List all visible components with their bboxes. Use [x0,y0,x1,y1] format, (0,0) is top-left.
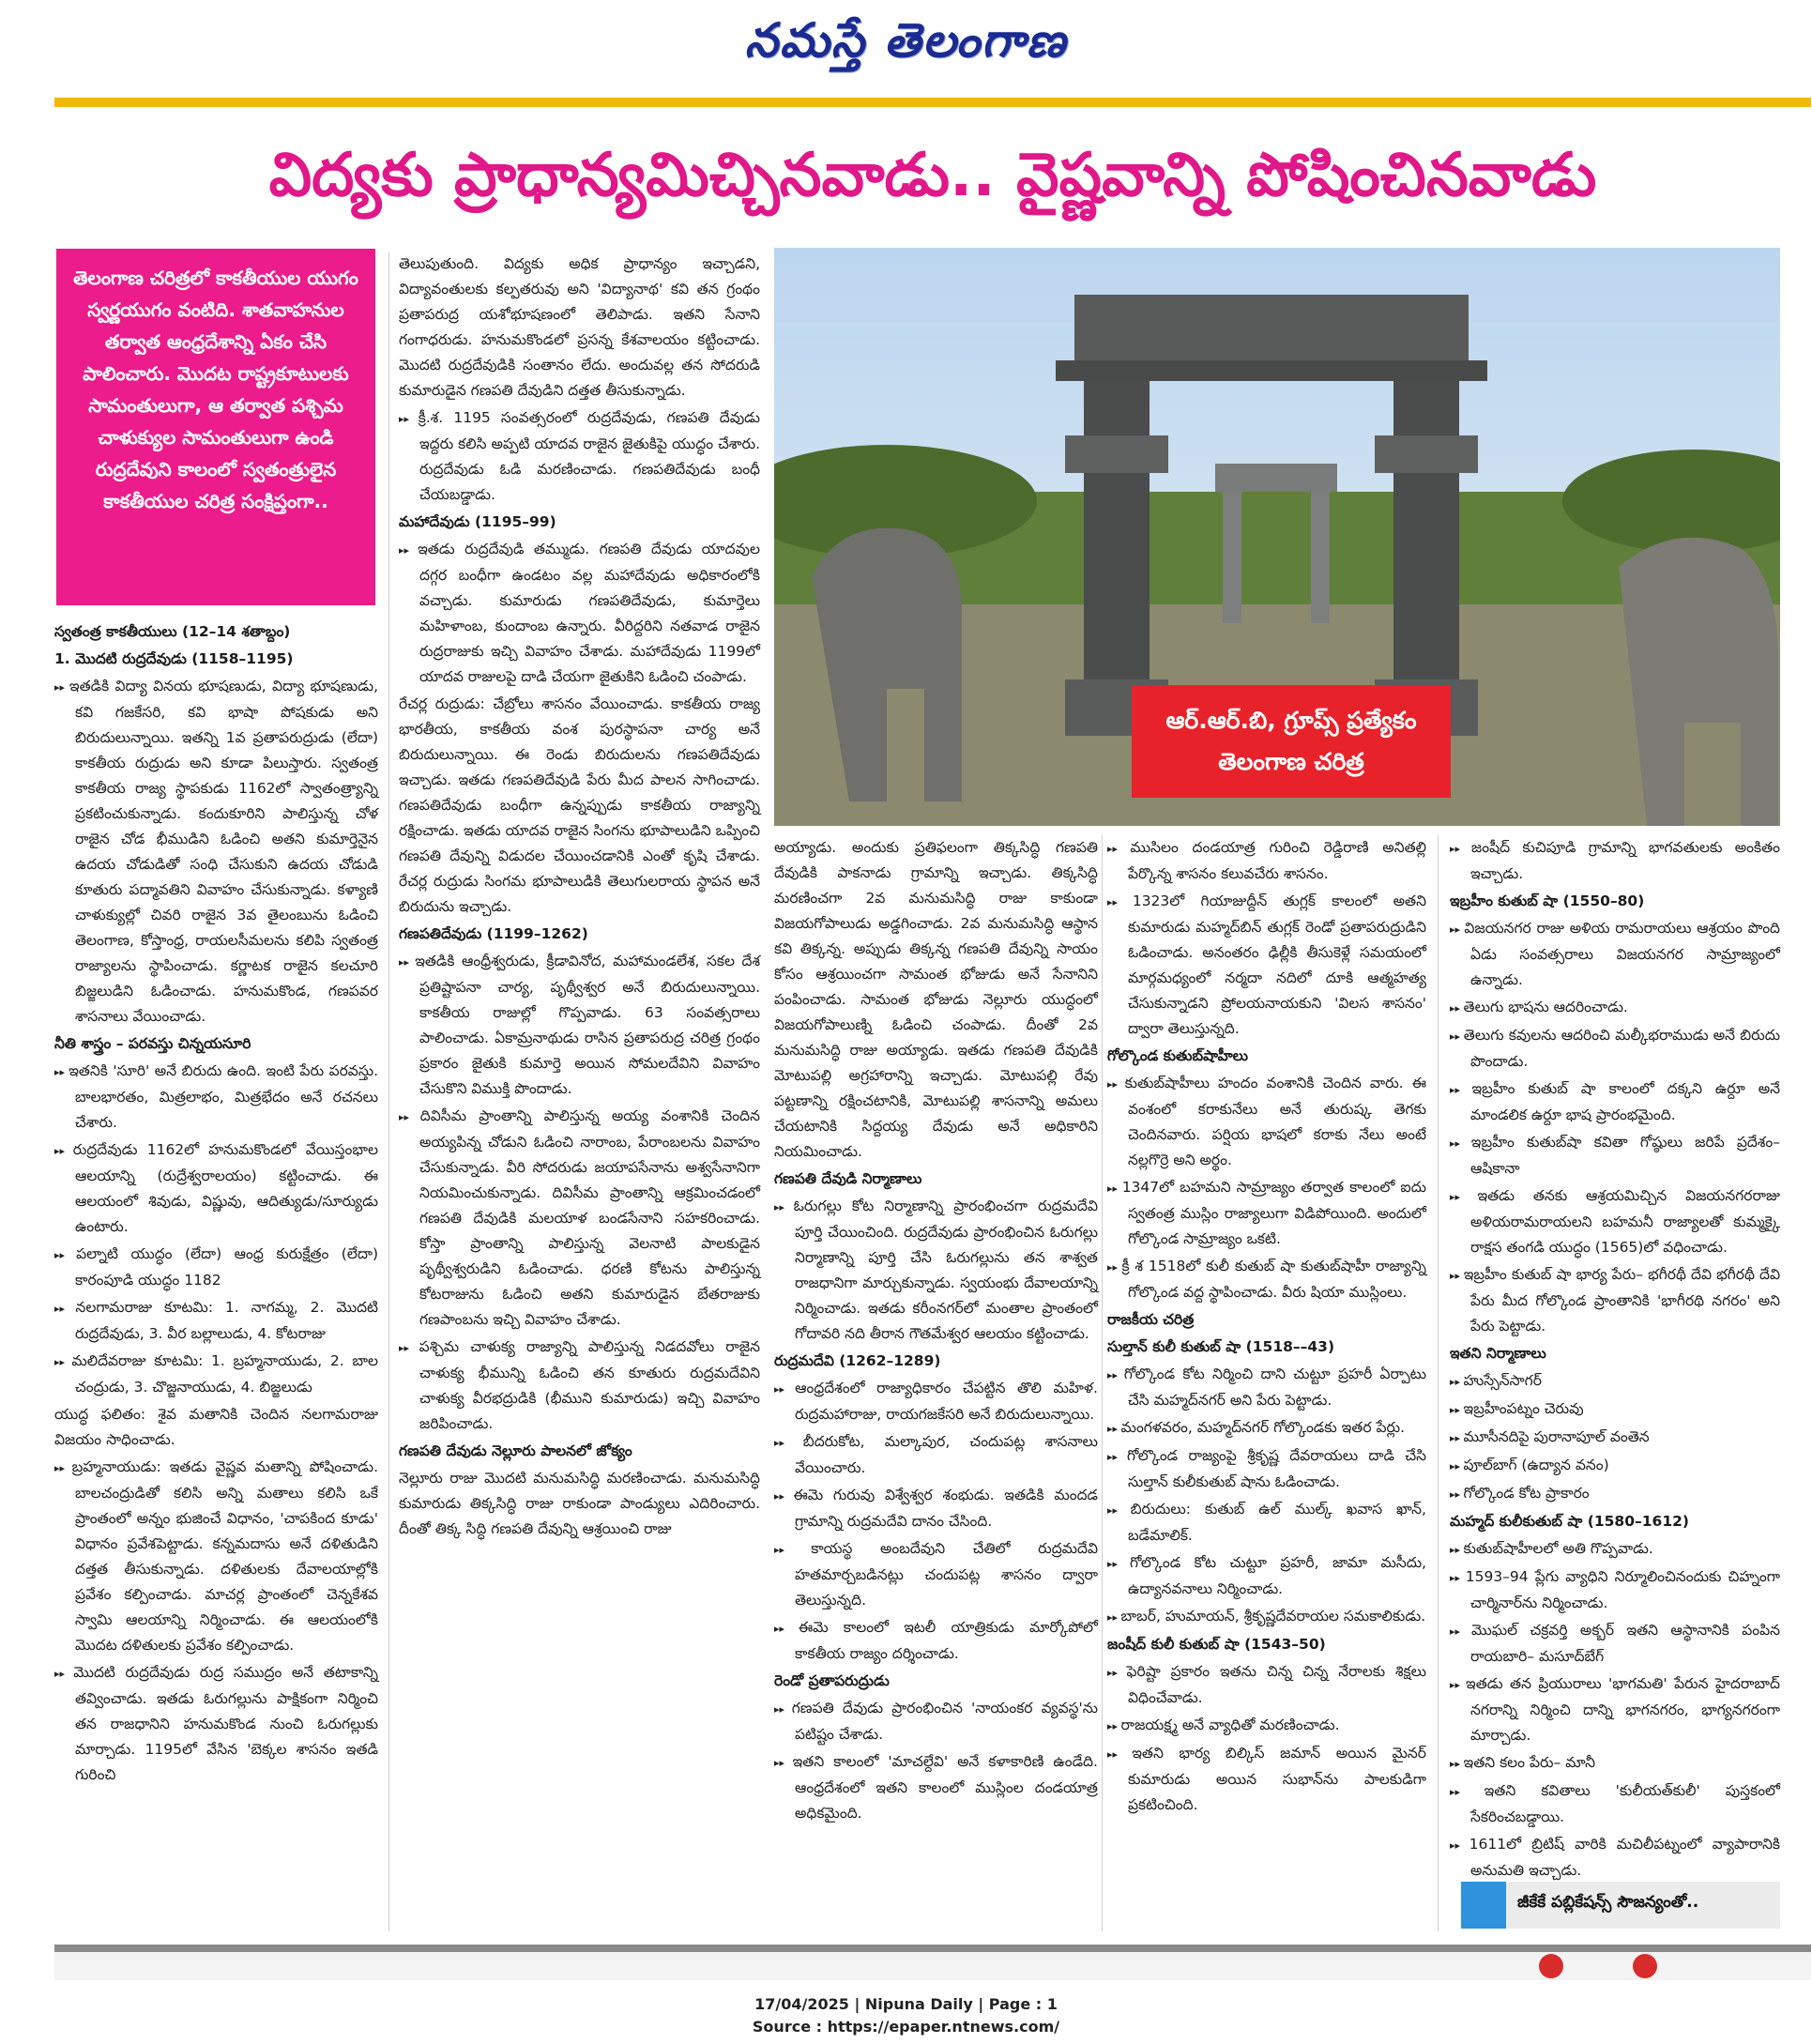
bullet-paragraph: ▸▸ జంషీద్ కుచిపూడి గ్రామాన్ని భాగవతులకు అంకితం ఇచ్చాడు. [1450,835,1780,887]
bullet-paragraph: ▸▸ రుద్రదేవుడు 1162లో హనుమకొండలో వేయిస్తంభాల ఆలయాన్ని (రుద్రేశ్వరాలయం) కట్టించాడు. ఈ ఆలయంలో శివుడు, విష్ణువు, ఆదిత్యుడు/సూర్యుడు ఉంటారు. [54,1137,378,1240]
bullet-paragraph: ▸▸ 1611లో బ్రిటిష్ వారికి మచిలీపట్నంలో వ్యాపారానికి అనుమతి ఇచ్చాడు. [1450,1832,1780,1884]
bullet-paragraph: ▸▸ హుస్సేన్‌సాగర్ [1450,1368,1780,1395]
section-heading: రాజకీయ చరిత్ర [1107,1311,1195,1328]
bullet-paragraph: ▸▸ కుతుబ్‌షాహీలు హందం వంశానికి చెందిన వారు. ఈ వంశంలో కరాకునేలు అనే తురుష్క తెగకు చెందినవారు. పర్షియ భాషలో కరాకు నేలు అంటే నల్లగొర్రె అని అర్థం. [1107,1071,1426,1173]
series-label-line1: ఆర్.ఆర్.బి, గ్రూప్స్ ప్రత్యేకం [1165,707,1417,734]
section-heading: మహ్మద్ కులీకుతుబ్ షా (1580–1612) [1450,1513,1689,1530]
intro-box: తెలంగాణ చరిత్రలో కాకతీయుల యుగం స్వర్ణయుగం వంటిది. శాతవాహనుల తర్వాత ఆంధ్రదేశాన్ని ఏకం చేసి పాలించారు. మొదట రాష్ట్రకూటులకు సామంతులుగా, ఆ తర్వాత పశ్చిమ చాళుక్యుల సామంతులుగా ఉండి రుద్రదేవుని కాలంలో స్వతంత్రులైన కాకతీయుల చరిత్ర సంక్షిప్తంగా.. [56,249,375,605]
bullet-paragraph: ▸▸ ఇతడికి విద్యా వినయ భూషణుడు, విద్యా భూషణుడు, కవి గజకేసరి, కవి భాషా పోషకుడు అని బిరుదులున్నాయి. ఇతన్ని 1వ ప్రతాపరుద్రుడు (లేదా) కాకతీయ రుద్రుడు అని కూడా పిలుస్తారు. స్వతంత్ర కాకతీయ రాజ్య స్థాపకుడు 1162లో స్వాతంత్ర్యాన్ని ప్రకటించుకున్నాడు. కందుకూరిని పాలిస్తున్న చోళ రాజైన చోడ భీముడిని ఓడించి అతని కుమార్తెనైన ఉదయ చోడుడితో సంధి చేసుకుని ఉదయ చోడుడి కూతురు పద్మావతిని వివాహం చేసుకున్నాడు. కళ్యాణి చాళుక్యుల్లో చివరి రాజైన 3వ తైలంబును ఓడించి తెలంగాణ, కోస్తాంధ్ర, రాయలసీమలను కలిపి స్వతంత్ర రాజ్యాలను స్థాపించాడు. కర్ణాటక రాజైన కలచూరి బిజ్జలుడిని ఓడించాడు. హనుమకొండ, గణపవర శాసనాలు వేయించాడు. [54,674,378,1030]
bullet-paragraph: ▸▸ రాజయక్ష్మ అనే వ్యాధితో మరణించాడు. [1107,1713,1426,1739]
section-heading: జంషీద్ కులీ కుతుబ్ షా (1543–50) [1107,1636,1326,1653]
bullet-paragraph: ▸▸ తెలుగు కవులను ఆదరించి మల్కీభరాముడు అనే బిరుదు పొందాడు. [1450,1023,1780,1075]
footer-dot [1633,1954,1657,1978]
bullet-paragraph: ▸▸ 1593–94 ప్లేగు వ్యాధిని నిర్మూలించినందుకు చిహ్నంగా చార్మినార్‌ను నిర్మించాడు. [1450,1564,1780,1616]
bullet-paragraph: ▸▸ ఇతడికి ఆంధ్రీశ్వరుడు, క్రీడావినోద, మహామండలేశ, సకల దేశ ప్రతిష్టాపనా చార్య, పృథ్వీశ్వర అనే బిరుదులున్నాయి. కాకతీయ రాజుల్లో గొప్పవాడు. 63 సంవత్సరాలు పాలించాడు. ఏకామ్రనాథుడు రాసిన ప్రతాపరుద్ర చరిత్ర గ్రంథం ప్రకారం జైతుకి కుమార్తె అయిన సోమలదేవిని వివాహం చేసుకొని విముక్తి పొందాడు. [399,949,760,1102]
section-heading: సుల్తాన్ కులీ కుతుబ్ షా (1518––43) [1107,1338,1335,1355]
bullet-paragraph: ▸▸ ఆంధ్రదేశంలో రాజ్యాధికారం చేపట్టిన తొలి మహిళ. రుద్రమహారాజు, రాయగజకేసరి అనే బిరుదులున్నాయి. [774,1376,1098,1427]
bullet-paragraph: ▸▸ ఇతని కలం పేరు– మానీ [1450,1750,1780,1777]
bullet-paragraph: ▸▸ గోల్కొండ కోట చుట్టూ ప్రహరీ, జామా మసీదు, ఉద్యానవనాలు నిర్మించాడు. [1107,1550,1426,1602]
bullet-paragraph: ▸▸ పశ్చిమ చాళుక్య రాజ్యాన్ని పాలిస్తున్న నిడదవోలు రాజైన చాళుక్య భీమున్ని ఓడించి తన కూతురు రుద్రమదేవిని చాళుక్య వీరభద్రుడికి (భీముని కుమారుడు) ఇచ్చి వివాహం జరిపించాడు. [399,1335,760,1437]
column-4 [1107,835,1426,1820]
bullet-paragraph: ▸▸ పల్నాటి యుద్ధం (లేదా) ఆంధ్ర కురుక్షేత్రం (లేదా) కారంపూడి యుద్ధం 1182 [54,1242,378,1293]
credit-text: జీకేకే పబ్లికేషన్స్ సౌజన్యంతో.. [1517,1893,1699,1912]
credit-box [1461,1882,1780,1929]
section-heading: గణపతి దేవుడు నెల్లూరు పాలనలో జోక్యం [399,1442,632,1459]
series-label [1132,685,1451,798]
bullet-paragraph: ▸▸ గణపతి దేవుడు ప్రారంభించిన 'నాయంకర వ్యవస్థ'ను పటిష్టం చేశాడు. [774,1696,1098,1747]
bullet-paragraph: ▸▸ ఈమె గురువు విశ్వేశ్వర శంభుడు. ఇతడికి మందడ గ్రామాన్ని రుద్రమదేవి దానం చేసింది. [774,1483,1098,1534]
section-heading: 1. మొదటి రుద్రదేవుడు (1158–1195) [54,650,294,667]
newspaper-logo: నమస్తే తెలంగాణ [744,13,1068,68]
bullet-paragraph: ▸▸ 1323లో గియాజుద్దీన్ తుగ్లక్ కాలంలో అతని కుమారుడు మహ్మద్‌బిన్ తుగ్లక్ రెండో ప్రతాపరుద్రుడిని ఓడించాడు. అనంతరం ఢిల్లీకి తీసుకెళ్లే సమయంలో మార్గమధ్యంలో నర్మదా నదిలో దూకి ఆత్మహత్య చేసుకున్నాడని ప్రోలయనాయకుని 'విలస శాసనం' ద్వారా తెలుస్తున్నది. [1107,889,1426,1042]
bullet-paragraph: ▸▸ ఇబ్రహీం కుతుబ్ షా కాలంలో దక్కని ఉర్దూ అనే మాండలిక ఉర్దూ భాష ప్రారంభమైంది. [1450,1076,1780,1128]
bullet-paragraph: ▸▸ కుతుబ్‌షాహీలలో అతి గొప్పవాడు. [1450,1536,1780,1563]
bullet-paragraph: ▸▸ నలగామరాజు కూటమి: 1. నాగమ్మ, 2. మొదటి రుద్రదేవుడు, 3. వీర బల్లాలుడు, 4. కోటరాజు [54,1295,378,1347]
bullet-paragraph: ▸▸ క్రీ.శ. 1195 సంవత్సరంలో రుద్రదేవుడు, గణపతి దేవుడు ఇద్దరు కలిసి అప్పటి యాదవ రాజైన జైతుకిపై యుద్ధం చేశారు. రుద్రదేవుడు ఓడి మరణించాడు. గణపతిదేవుడు బంధీ చేయబడ్డాడు. [399,405,760,508]
bullet-paragraph: ▸▸ విజయనగర రాజు అళియ రామరాయలు ఆశ్రయం పొంది ఏడు సంవత్సరాలు విజయనగర సామ్రాజ్యంలో ఉన్నాడు. [1450,916,1780,993]
bullet-paragraph: ▸▸ 1347లో బహమని సామ్రాజ్యం తర్వాత కాలంలో ఐదు స్వతంత్ర ముస్లిం రాజ్యాలుగా విడిపోయింది. అందులో గోల్కొండ సామ్రాజ్యం ఒకటి. [1107,1175,1426,1252]
section-heading: గోల్కొండ కుతుబ్‌షాహీలు [1107,1047,1248,1064]
credit-accent [1461,1882,1506,1929]
bullet-paragraph: ▸▸ మలిదేవరాజు కూటమి: 1. బ్రహ్మనాయుడు, 2. బాల చంద్రుడు, 3. చొజ్జనాయుడు, 4. బిజ్జలుడు [54,1349,378,1400]
section-heading: రుద్రమదేవి (1262–1289) [774,1352,941,1369]
bullet-paragraph: ▸▸ ఇతడు తన ప్రియురాలు 'భాగమతి' పేరున హైదరాబాద్ నగరాన్ని నిర్మించి దాన్ని భాగనగరం, భాగ్యనగరంగా మార్చాడు. [1450,1671,1780,1748]
bullet-paragraph: ▸▸ ముసిలం దండయాత్ర గురించి రెడ్డిరాణి అనితల్లి పేర్కొన్న శాసనం కలువచేరు శాసనం. [1107,835,1426,887]
bullet-paragraph: ▸▸ బీదరుకోట, మల్కాపుర, చందుపట్ల శాసనాలు వేయించారు. [774,1429,1098,1481]
footer-dot [1539,1954,1563,1978]
footer-rule [54,1945,1811,1952]
column-2 [399,252,760,1544]
section-heading: మహాదేవుడు (1195–99) [399,513,556,530]
bullet-paragraph: ▸▸ ఈమె కాలంలో ఇటలీ యాత్రికుడు మార్కోపోలో కాకతీయ రాజ్యం దర్శించాడు. [774,1615,1098,1667]
column-3 [774,835,1098,1828]
paragraph: యుద్ధ ఫలితం: శైవ మతానికి చెందిన నలగామరాజు విజయం సాధించాడు. [54,1406,378,1448]
column-divider [388,252,389,1931]
bullet-paragraph: ▸▸ గోల్కొండ కోట ప్రాకారం [1450,1481,1780,1507]
bullet-paragraph: ▸▸ క్రీ శ 1518లో కులీ కుతుబ్ షా కుతుబ్‌షాహీ రాజ్యాన్ని గోల్కొండ వద్ద స్థాపించాడు. వీరు షియా ముస్లింలు. [1107,1254,1426,1305]
paragraph: అయ్యాడు. అందుకు ప్రతిఫలంగా తిక్కసిద్ధి గణపతి దేవుడికి పాకనాడు గ్రామాన్ని ఇచ్చాడు. తిక్కసిద్ధి మరణించగా 2వ మనుమసిద్ధి రాజు కాకుండా విజయగోపాలుడు అడ్డగించాడు. 2వ మనుమసిద్ధి ఆస్థాన కవి తిక్కన్న. అప్పుడు తిక్కన్న గణపతి దేవున్ని సాయం కోసం ఆశ్రయించగా సామంత భోజుడు అనే సేనానిని పంపించాడు. సామంత భోజుడు నెల్లూరు యుద్ధంలో విజయగోపాలుణ్ని ఓడించి చంపాడు. దీంతో 2వ మనుమసిద్ధి రాజు అయ్యాడు. ఇతడు గణపతి దేవుడికి మోటుపల్లి అగ్రహారాన్ని ఇచ్చాడు. మోటుపల్లి రేవు పట్టణాన్ని రక్షించటానికి, మోటుపల్లి శాసనాన్ని అమలు చేయటానికి సిద్దయ్య దేవుడు అనే అధికారిని నియమించాడు. [774,839,1098,1160]
bullet-paragraph: ▸▸ ఇబ్రహీం కుతుబ్‌షా కవితా గోష్ఠులు జరిపే ప్రదేశం– ఆషికానా [1450,1130,1780,1182]
paragraph: రేచర్ల రుద్రుడు: చేబ్రోలు శాసనం వేయించాడు. కాకతీయ రాజ్య భారతీయ, కాకతీయ వంశ పురస్థాపనా చార్య అనే బిరుదులున్నాయి. ఈ రెండు బిరుదులను గణపతిదేవుడు ఇచ్చాడు. ఇతడు గణపతిదేవుడి పేరు మీద పాలన సాగించాడు. గణపతిదేవుడు బంధీగా ఉన్నప్పుడు కాకతీయ రాజ్యాన్ని రక్షించాడు. ఇతడు యాదవ రాజైన సింగను భూపాలుడిని ఒప్పించి గణపతి దేవున్ని విడుదల చేయించడానికి ఎంతో కృషి చేశాడు. రేచర్ల రుద్రుడు సింగమ భూపాలుడికి తెలుగులరాయ స్థాపన అనే బిరుదును ఇచ్చాడు. [399,695,760,915]
section-heading: ఇతని నిర్మాణాలు [1450,1345,1546,1362]
footer-line-2: Source : https://epaper.ntnews.com/ [752,2018,1060,2036]
bullet-paragraph: ▸▸ కాయస్థ అంబదేవుని చేతిలో రుద్రమదేవి హతమార్చబడినట్లు చందుపట్ల శాసనం ద్వారా తెలుస్తున్నది. [774,1536,1098,1613]
bullet-paragraph: ▸▸ పూల్‌బాగ్ (ఉద్యాన వనం) [1450,1453,1780,1479]
bullet-paragraph: ▸▸ ఇతని భార్య బిల్కిస్ జమాన్ అయిన మైనర్ కుమారుడు అయిన సుభాన్‌ను పాలకుడిగా ప్రకటించింది. [1107,1741,1426,1818]
bullet-paragraph: ▸▸ ఇబ్రహీంపట్నం చెరువు [1450,1396,1780,1423]
paragraph: తెలుపుతుంది. విద్యకు అధిక ప్రాధాన్యం ఇచ్చాడని, విద్యావంతులకు కల్పతరువు అని 'విద్యానాథ' కవి తన గ్రంథం ప్రతాపరుద్ర యశోభూషణంలో తెలిపాడు. ఇతని సేనాని గంగాధరుడు. హనుమకొండలో ప్రసన్న కేశవాలయం కట్టించాడు. మొదటి రుద్రదేవుడికి సంతానం లేదు. అందువల్ల తన సోదరుడి కుమారుడైన గణపతి దేవుడిని దత్తత తీసుకున్నాడు. [399,255,760,399]
masthead [0,0,1812,84]
section-heading: గణపతిదేవుడు (1199–1262) [399,925,588,942]
series-label-line2: తెలంగాణ చరిత్ర [1218,748,1364,775]
paragraph: నెల్లూరు రాజు మొదటి మనుమసిద్ధి మరణించాడు. మనుమసిద్ధి కుమారుడు తిక్కసిద్ధి రాజు రాకుండా పాండ్యులు ఎదిరించారు. దీంతో తిక్క సిద్ధి గణపతి దేవున్ని ఆశ్రయించి రాజు [399,1470,760,1537]
column-1 [54,619,378,1790]
bullet-paragraph: ▸▸ ఇబ్రహీం కుతుబ్ షా భార్య పేరు– భగీరథీ దేవి భగీరథీ దేవి పేరు మీద గోల్కొండ ప్రాంతానికి 'భాగీరథి నగరం' అని పేరు పెట్టాడు. [1450,1262,1780,1339]
section-heading: ఇబ్రహీం కుతుబ్ షా (1550–80) [1450,892,1645,909]
bullet-paragraph: ▸▸ ఇతడు తనకు ఆశ్రయమిచ్చిన విజయనగరరాజు అళియరామరాయలని బహమనీ రాజ్యాలతో కుమ్మక్కై రాక్షస తంగడి యుద్ధం (1565)లో వధించాడు. [1450,1183,1780,1260]
section-heading: స్వతంత్ర కాకతీయులు (12–14 శతాబ్దం) [54,623,291,640]
column-5 [1450,835,1780,1885]
bullet-paragraph: ▸▸ బ్రహ్మనాయుడు: ఇతడు వైష్ణవ మతాన్ని పోషించాడు. బాలచంద్రుడితో కలిసి అన్ని మతాలు కలిసి ఒకే ప్రాంతంలో అన్నం భుజించే విధానం, 'చాపకింద కూడు' విధానం ప్రవేశపెట్టాడు. కన్నమదాసు అనే దళితుడిని దత్తత తీసుకున్నాడు. దళితులకు దేవాలయాల్లోకి ప్రవేశం కల్పించాడు. మాచర్ల ప్రాంతంలో చెన్నకేశవ స్వామి ఆలయాన్ని నిర్మించాడు. ఈ ఆలయంలోకి మొదట దళితులకు ప్రవేశం కల్పించాడు. [54,1455,378,1658]
bullet-paragraph: ▸▸ మంగళవరం, మహ్మద్‌నగర్ గోల్కొండకు ఇతర పేర్లు. [1107,1415,1426,1441]
bullet-paragraph: ▸▸ ఓరుగల్లు కోట నిర్మాణాన్ని ప్రారంభించగా రుద్రమదేవి పూర్తి చేయించింది. రుద్రదేవుడు ప్రారంభించిన ఓరుగల్లు నిర్మాణాన్ని పూర్తి చేసి ఓరుగల్లును తన శాశ్వత రాజధానిగా మార్చుకున్నాడు. స్వయంభు దేవాలయాన్ని నిర్మించాడు. ఇతడు కరీంనగర్‌లో మంతాల ప్రాంతంలో గోదావరి నది తీరాన గౌతమేశ్వర ఆలయం కట్టించాడు. [774,1194,1098,1347]
bullet-paragraph: ▸▸ గోల్కొండ కోట నిర్మించి దాని చుట్టూ ప్రహరీ ఏర్పాటు చేసి మహ్మద్‌నగర్ అని పేరు పెట్టాడు. [1107,1362,1426,1413]
section-heading: గణపతి దేవుడి నిర్మాణాలు [774,1170,922,1187]
column-divider [1438,835,1439,1931]
bullet-paragraph: ▸▸ మొఘల్ చక్రవర్తి అక్బర్ ఇతని ఆస్థానానికి పంపిన రాయబారి– మసూద్‌బేగ్ [1450,1618,1780,1670]
bullet-paragraph: ▸▸ ఇతని కవితాలు 'కులీయత్‌కులీ' పుస్తకంలో సేకరించబడ్డాయి. [1450,1778,1780,1830]
bullet-paragraph: ▸▸ ఫెరిష్టా ప్రకారం ఇతను చిన్న చిన్న నేరాలకు శిక్షలు విధించేవాడు. [1107,1659,1426,1711]
bullet-paragraph: ▸▸ బిరుదులు: కుతుబ్ ఉల్ ముల్క్ ఖవాస ఖాన్, బడేమాలిక్. [1107,1497,1426,1548]
bullet-paragraph: ▸▸ బాబర్, హుమాయన్, శ్రీకృష్ణదేవరాయల సమకాలికుడు. [1107,1604,1426,1630]
bullet-paragraph: ▸▸ ఇతడు రుద్రదేవుడి తమ్ముడు. గణపతి దేవుడు యాదవుల దగ్గర బంధీగా ఉండటం వల్ల మహాదేవుడు అధికారంలోకి వచ్చాడు. కుమారుడు గణపతిదేవుడు, కుమార్తెలు మహిళాంబ, కుందాంబ ఉన్నారు. వీరిద్దరిని నతవాడ రాజైన రుద్రరాజుకు ఇచ్చి వివాహం చేశాడు. మహాదేవుడు 1199లో యాదవ రాజులపై దాడి చేయగా జైతుకిని ఓడించి చంపాడు. [399,537,760,690]
headline: విద్యకు ప్రాధాన్యమిచ్చినవాడు.. వైష్ణవాన్ని పోషించినవాడు [268,141,1597,210]
bullet-paragraph: ▸▸ మూసీనదిపై పురానాపూల్ వంతెన [1450,1425,1780,1451]
bullet-paragraph: ▸▸ దివిసీమ ప్రాంతాన్ని పాలిస్తున్న అయ్య వంశానికి చెందిన అయ్యపిన్న చోడుని ఓడించి నారాంబ, పేరాంబలను వివాహం చేసుకున్నాడు. వీరి సోదరుడు జయాపసేనాను అశ్వసేనానిగా నియమించుకున్నాడు. దివిసీమ ప్రాంతాన్ని ఆక్రమించడంలో గణపతి దేవుడికి మలయాళ బండసేనాని సహకరించాడు. కోస్తా ప్రాంతాన్ని పాలిస్తున్న వెలనాటి పాలకుడైన పృథ్వీశ్వరుడిని ఓడించాడు. ధరణి కోటను పాలిస్తున్న కోటరాజును ఓడించి అతని కుమారుడైన బేతరాజుకు గణపాంబను ఇచ్చి వివాహం చేశాడు. [399,1104,760,1333]
header-rule [54,98,1811,107]
column-divider [1102,835,1103,1931]
footer-line-1: 17/04/2025 | Nipuna Daily | Page : 1 [754,1995,1058,2013]
section-heading: రెండో ప్రతాపరుద్రుడు [774,1672,890,1689]
bullet-paragraph: ▸▸ ఇతని కాలంలో 'మాచల్దేవి' అనే కళాకారిణి ఉండేది. ఆంధ్రదేశంలో ఇతని కాలంలో ముస్లింల దండయాత్ర అధికమైంది. [774,1749,1098,1826]
bullet-paragraph: ▸▸ ఇతనికి 'సూరి' అనే బిరుదు ఉంది. ఇంటి పేరు పరవస్తు. బాలభారతం, మిత్రలాభం, మిత్రభేదం అనే రచనలు చేశారు. [54,1059,378,1136]
bullet-paragraph: ▸▸ మొదటి రుద్రదేవుడు రుద్ర సముద్రం అనే తటాకాన్ని తవ్వించాడు. ఇతడు ఓరుగల్లును పాక్షికంగా నిర్మించి తన రాజధానిని హనుమకొండ నుంచి ఓరుగల్లుకు మార్చాడు. 1195లో వేసిన 'బెక్కల శాసనం ఇతడి గురించి [54,1660,378,1788]
section-heading: నీతి శాస్త్రం – పరవస్తు చిన్నయసూరి [54,1035,251,1052]
bullet-paragraph: ▸▸ తెలుగు భాషను ఆదరించాడు. [1450,995,1780,1021]
bullet-paragraph: ▸▸ గోల్కొండ రాజ్యంపై శ్రీకృష్ణ దేవరాయలు దాడి చేసి సుల్తాన్ కులీకుతుబ్ షాను ఓడించాడు. [1107,1443,1426,1495]
